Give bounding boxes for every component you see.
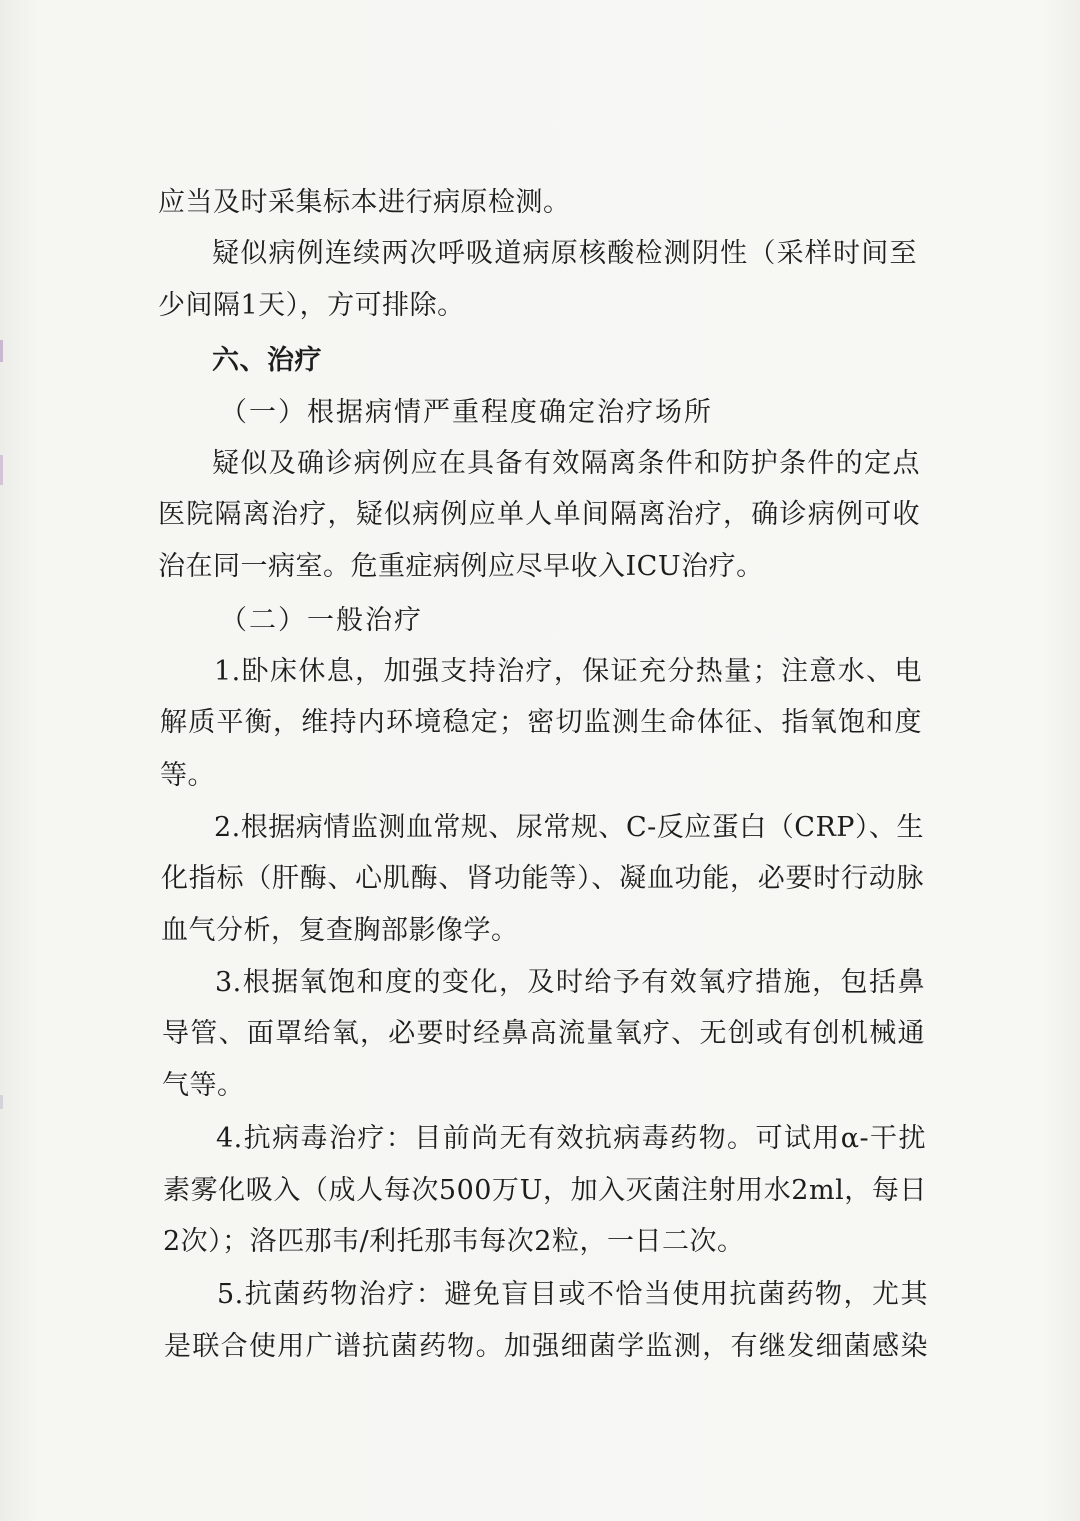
scan-edge-mark: [0, 340, 3, 362]
scan-edge-mark: [0, 1095, 3, 1109]
paragraph-line: 3.根据氧饱和度的变化，及时给予有效氧疗措施，包括鼻: [215, 967, 925, 998]
paragraph-line: 医院隔离治疗，疑似病例应单人单间隔离治疗，确诊病例可收: [158, 499, 920, 530]
paragraph-line: 2次）；洛匹那韦/利托那韦每次2粒，一日二次。: [163, 1226, 745, 1257]
paragraph-line: 气等。: [162, 1070, 245, 1101]
paragraph-line: 5.抗菌药物治疗：避免盲目或不恰当使用抗菌药物，尤其: [217, 1279, 928, 1310]
subsection-heading: （二）一般治疗: [220, 605, 423, 636]
scan-edge-mark: [0, 455, 3, 485]
paragraph-line: 血气分析，复查胸部影像学。: [161, 915, 519, 946]
paragraph-line: 1.卧床休息，加强支持治疗，保证充分热量；注意水、电: [214, 656, 922, 687]
paragraph-line: 应当及时采集标本进行病原检测。: [158, 187, 571, 218]
paragraph-line: 素雾化吸入（成人每次500万U，加入灭菌注射用水2ml，每日: [163, 1175, 927, 1206]
paragraph-line: 解质平衡，维持内环境稳定；密切监测生命体征、指氧饱和度: [160, 707, 922, 738]
paragraph-line: 等。: [160, 760, 215, 791]
section-heading: 六、治疗: [212, 345, 322, 376]
subsection-heading: （一）根据病情严重程度确定治疗场所: [220, 397, 713, 428]
paragraph-line: 疑似及确诊病例应在具备有效隔离条件和防护条件的定点: [212, 448, 920, 479]
paragraph-line: 少间隔1天），方可排除。: [158, 290, 465, 321]
paragraph-line: 导管、面罩给氧，必要时经鼻高流量氧疗、无创或有创机械通: [162, 1018, 925, 1049]
paragraph-line: 治在同一病室。危重症病例应尽早收入ICU治疗。: [158, 551, 764, 582]
paragraph-line: 是联合使用广谱抗菌药物。加强细菌学监测，有继发细菌感染: [164, 1331, 928, 1362]
paragraph-line: 疑似病例连续两次呼吸道病原核酸检测阴性（采样时间至: [212, 238, 917, 269]
paragraph-line: 4.抗病毒治疗：目前尚无有效抗病毒药物。可试用α-干扰: [216, 1123, 926, 1154]
paragraph-line: 2.根据病情监测血常规、尿常规、C-反应蛋白（CRP）、生: [214, 812, 924, 843]
paragraph-line: 化指标（肝酶、心肌酶、肾功能等）、凝血功能，必要时行动脉: [161, 863, 924, 894]
